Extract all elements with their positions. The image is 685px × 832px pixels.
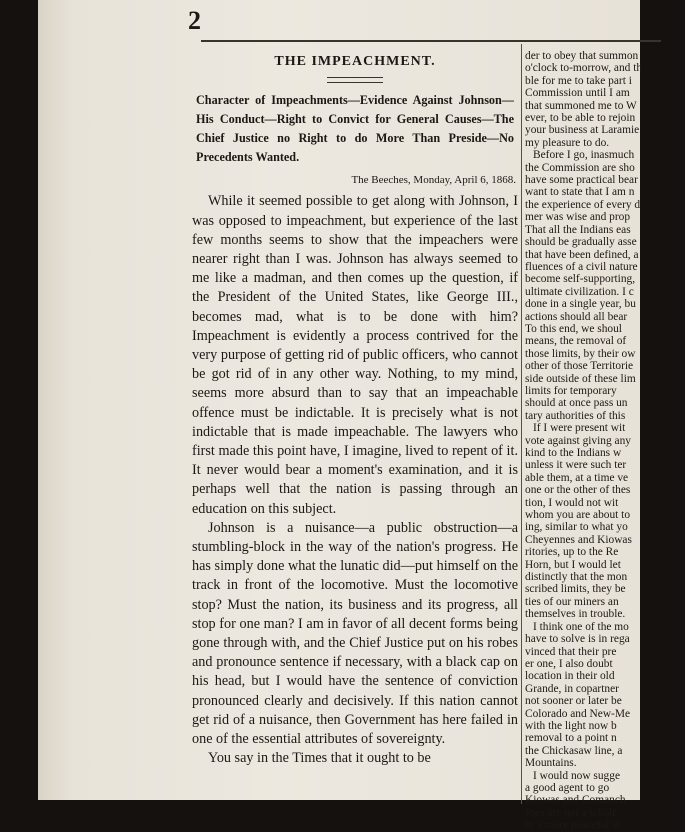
right-column-line: those limits, by their ow xyxy=(525,347,636,360)
right-column-line: have to solve is in rega xyxy=(525,633,630,646)
article-column xyxy=(192,52,518,769)
page-number: 2 xyxy=(188,6,201,35)
article-dateline: The Beeches, Monday, April 6, 1868. xyxy=(351,174,516,187)
right-column-line: ties of our miners an xyxy=(525,595,619,608)
right-column-line: a good agent to go xyxy=(525,781,610,794)
right-column-line: done in a single year, bu xyxy=(525,298,636,311)
right-column-line: means, the removal of xyxy=(525,335,627,348)
right-column-line: one or the other of thes xyxy=(525,484,631,497)
right-column-line: Horn, but I would let xyxy=(525,558,621,571)
article-deck: Character of Impeachments—Evidence Against Johnson—His Conduct—Right to Convict for General Causes—The Chief Justice no Right to do More Than Preside—No Precedents Wanted. xyxy=(196,93,514,165)
right-column-line: I think one of the mo xyxy=(533,620,629,633)
right-column-line: ultimate civilization. I c xyxy=(525,285,634,298)
right-column-line: able them, at a time ve xyxy=(525,471,629,484)
article-paragraph: While it seemed possible to get along with Johnson, I was opposed to impeachment, but experience of the last few months seems to show that the impeachers were nearer right than I was. Johnson has always seemed to me like a madman, and then comes up the question, if the President of the United States, like George III., becomes mad, what is to be done with him? Impeachment is evidently a process contrived for the very purpose of getting rid of public officers, who cannot be got rid of in any other way. Nothing, to my mind, seems more absurd than to say that an impeachable offence must be indictable. It is precisely what is not indictable that is made impeachable. The lawyers who first made this point have, I imagine, lived to repent of it. It never would bear a moment's examination, and it is perhaps well that the nation is passing through an education on this subject. xyxy=(192,193,518,517)
right-column-line: scribed limits, they be xyxy=(525,583,626,596)
right-column-line: Kiowas and Comanch xyxy=(525,794,626,807)
right-column-line: should be gradually asse xyxy=(525,236,637,249)
right-column-line: want to state that I am n xyxy=(525,186,635,199)
right-column xyxy=(525,50,685,832)
right-column-line: unless it were such ter xyxy=(525,459,627,472)
right-column-line: mer was wise and prop xyxy=(525,211,631,224)
right-column-line: my pleasure to do. xyxy=(525,136,610,149)
right-column-line: der to obey that summon xyxy=(525,50,639,62)
right-column-line: limits for temporary xyxy=(525,384,617,397)
top-rule xyxy=(201,40,661,42)
right-column-line: the Chickasaw line, a xyxy=(525,744,623,757)
column-rule xyxy=(521,44,522,804)
right-column-line: tion, I would not wit xyxy=(525,496,619,509)
right-column-line: that summoned me to W xyxy=(525,99,637,112)
right-column-line: actions should all bear xyxy=(525,310,628,323)
right-column-line: with the light now b xyxy=(525,719,617,732)
right-column-line: kind to the Indians w xyxy=(525,447,622,459)
right-column-line: vinced that their pre xyxy=(525,645,617,658)
right-column-line: vote against giving any xyxy=(525,434,631,447)
right-column-line: themselves in trouble. xyxy=(525,608,626,621)
right-column-line: ritories, up to the Re xyxy=(525,546,619,559)
right-column-line: Mountains. xyxy=(525,757,577,770)
right-column-line: ever, to be able to rejoin xyxy=(525,112,636,125)
right-column-line: Grande, in copartner xyxy=(525,682,619,695)
headline-ornament xyxy=(327,77,383,83)
right-column-line: fluences of a civil nature xyxy=(525,260,638,273)
right-column-line: Colorado and New-Me xyxy=(525,707,631,720)
right-column-line: side outside of these lim xyxy=(525,372,636,385)
right-column-line: That all the Indians eas xyxy=(525,223,631,236)
right-column-line: other of those Territorie xyxy=(525,360,634,373)
right-column-line: your business at Laramie xyxy=(525,124,640,137)
right-column-line: ing, similar to what yo xyxy=(525,521,628,534)
right-column-line: have some practical bear xyxy=(525,174,638,187)
right-column-line: not sooner or later be xyxy=(525,695,622,708)
right-column-line: If I were present wit xyxy=(533,422,626,435)
right-column-line: ble for me to take part i xyxy=(525,74,632,87)
right-column-line: Before I go, inasmuch xyxy=(533,149,635,162)
right-column-line: Joes are not a whole xyxy=(525,806,618,819)
right-column-line: the Commission are sho xyxy=(525,161,635,174)
article-paragraph: Johnson is a nuisance—a public obstruction—a stumbling-block in the way of the nation's progress. He has simply done what the lunatic did—put himself on the track in front of the locomotive. Must the locomotive stop? Must the nation, its business and its progress, all stop for one man? I am in favor of all decent forms being gone through with, and the Chief Justice put on his robes and pronounce sentence if necessary, with a black cap on his head, but I would have the sentence of conviction pronounced clearly and decisively. If this nation cannot get rid of a nuisance, then Government has here failed in one of the essential attributes of sovereignty. xyxy=(192,519,518,748)
right-column-line: whom you are about to xyxy=(525,509,631,522)
right-column-line: removal to a point n xyxy=(525,732,617,745)
right-column-line: the experience of every d xyxy=(525,198,641,211)
right-column-line: er one, I also doubt xyxy=(525,657,613,670)
article-headline: THE IMPEACHMENT. xyxy=(274,54,436,69)
right-column-line: distinctly that the mon xyxy=(525,571,628,584)
right-column-line: that have been defined, a xyxy=(525,248,639,261)
right-column-line: I would now sugge xyxy=(533,769,621,782)
newspaper-page xyxy=(38,0,643,832)
right-column-line: should at once pass un xyxy=(525,397,628,410)
right-column-line: location in their old xyxy=(525,670,615,683)
right-column-line: o'clock to-morrow, and th xyxy=(525,62,643,75)
right-column-line: in a more peaceful st xyxy=(525,819,620,832)
right-column-line: Commission until I am xyxy=(525,87,630,100)
right-column-line: Cheyennes and Kiowas xyxy=(525,533,632,546)
article-paragraph: You say in the Times that it ought to be xyxy=(208,750,431,767)
right-column-line: become self-supporting, xyxy=(525,273,636,286)
right-column-line: tary authorities of this xyxy=(525,409,626,422)
right-column-line: To this end, we shoul xyxy=(525,322,622,335)
